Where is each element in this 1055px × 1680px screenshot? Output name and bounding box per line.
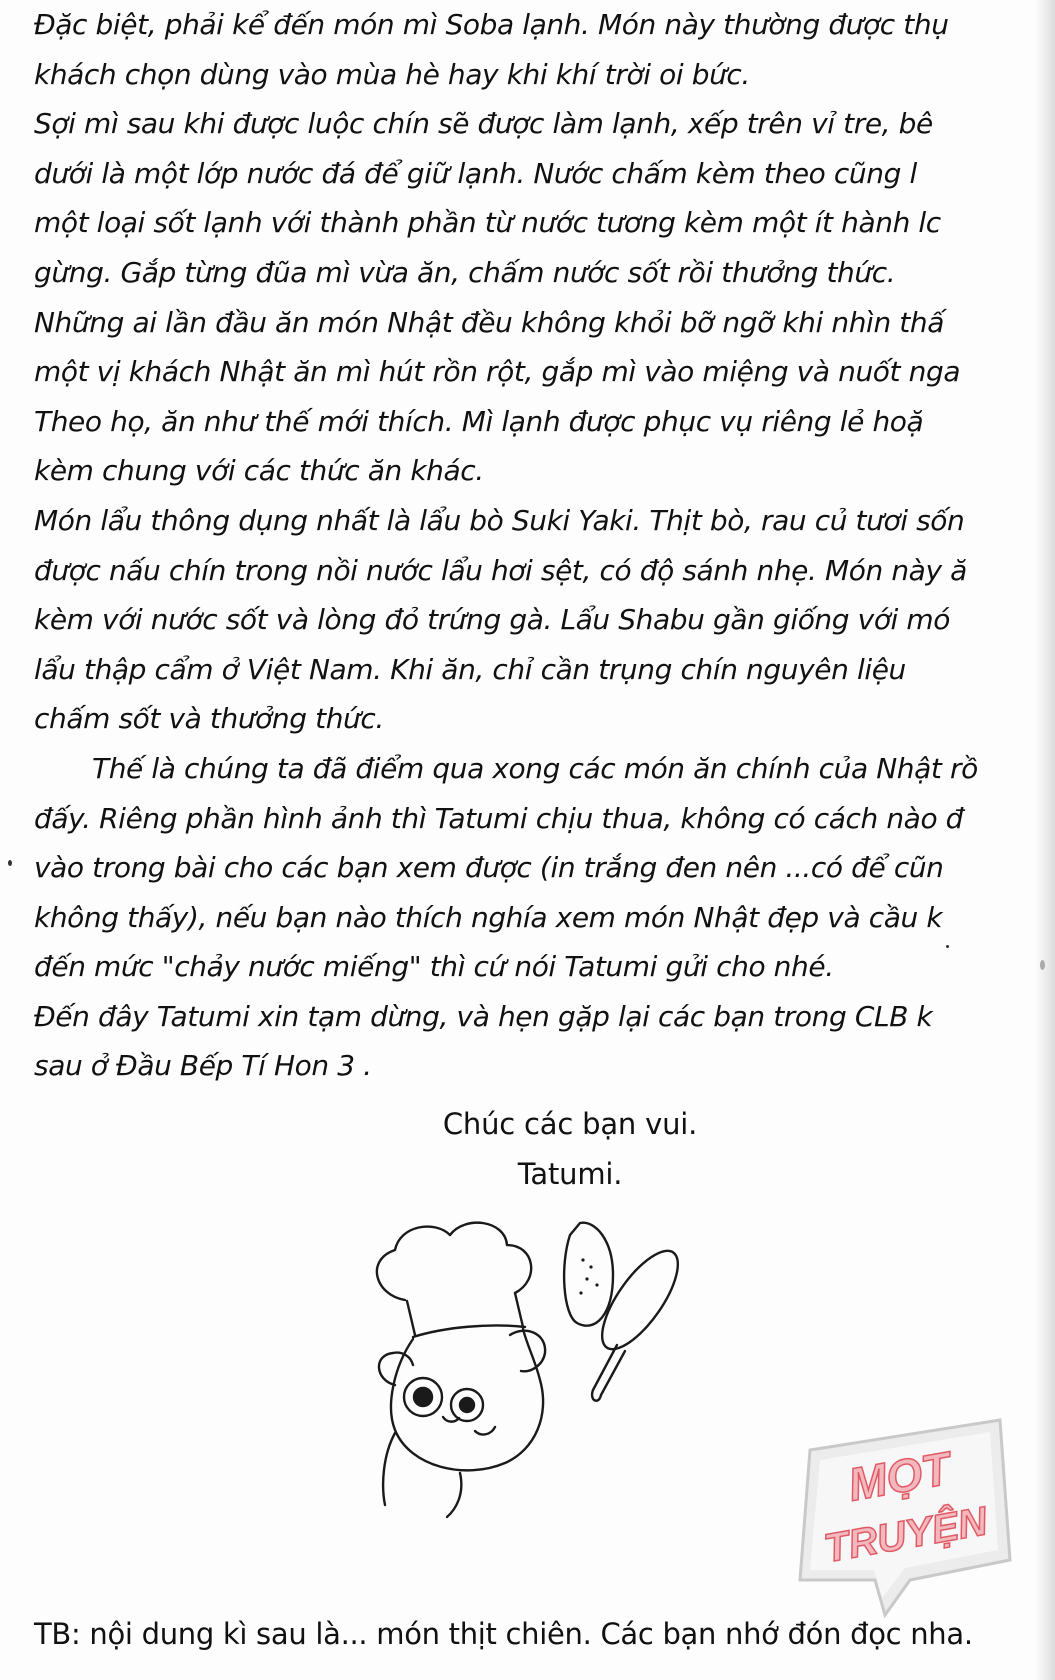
frying-pan-grip	[592, 1390, 601, 1401]
text-line: lẩu thập cẩm ở Việt Nam. Khi ăn, chỉ cần trụng chín nguyên liệu	[34, 652, 906, 686]
text-line: khách chọn dùng vào mùa hè hay khi khí trời oi bức.	[34, 57, 750, 91]
text-line: được nấu chín trong nồi nước lẩu hơi sệt, có độ sánh nhẹ. Món này ă	[34, 553, 967, 587]
text-line: dưới là một lớp nước đá để giữ lạnh. Nước chấm kèm theo cũng l	[34, 156, 917, 190]
chef-hat-band	[413, 1325, 525, 1337]
frying-pan	[589, 1240, 692, 1360]
signoff-author: Tatumi.	[517, 1157, 623, 1191]
text-line: gừng. Gắp từng đũa mì vừa ăn, chấm nước sốt rồi thưởng thức.	[34, 255, 896, 289]
text-line: Đến đây Tatumi xin tạm dừng, và hẹn gặp lại các bạn trong CLB k	[34, 999, 933, 1033]
bear-cheek	[475, 1427, 495, 1434]
text-line: sau ở Đầu Bếp Tí Hon 3 .	[34, 1049, 372, 1083]
chef-hat-top	[377, 1223, 531, 1300]
text-line: kèm với nước sốt và lòng đỏ trứng gà. Lẩu Shabu gần giống với mó	[34, 603, 951, 637]
bear-left-ear	[379, 1353, 413, 1385]
text-line: Thế là chúng ta đã điểm qua xong các món ăn chính của Nhật rồ	[92, 751, 978, 785]
watermark-word-2: TRUYỆN	[820, 1499, 991, 1572]
bear-body-line	[383, 1433, 395, 1505]
bear-right-ear	[510, 1331, 545, 1372]
bear-left-eye	[414, 1388, 432, 1406]
text-line: Theo họ, ăn như thế mới thích. Mì lạnh được phục vụ riêng lẻ hoặ	[34, 404, 924, 438]
bear-right-eye	[460, 1398, 474, 1412]
mot-truyen-watermark-logo	[790, 1410, 1020, 1620]
chef-hat-sides	[407, 1293, 523, 1335]
text-line: chấm sốt và thưởng thức.	[34, 702, 384, 736]
text-line: Những ai lần đầu ăn món Nhật đều không khỏi bỡ ngỡ khi nhìn thấ	[34, 305, 944, 339]
watermark-word-1: MỌT	[844, 1441, 955, 1511]
scan-speck	[8, 860, 12, 866]
bear-arm-line	[447, 1473, 461, 1517]
article-body	[34, 0, 1040, 1091]
text-line: không thấy), nếu bạn nào thích nghía xem món Nhật đẹp và cầu k	[34, 900, 943, 934]
text-line: kèm chung với các thức ăn khác.	[34, 454, 484, 488]
text-line: đấy. Riêng phần hình ảnh thì Tatumi chịu thua, không có cách nào đ	[34, 801, 964, 835]
signoff-greeting: Chúc các bạn vui.	[442, 1107, 698, 1141]
text-line: Sợi mì sau khi được luộc chín sẽ được làm lạnh, xếp trên vỉ tre, bê	[34, 107, 933, 141]
scan-speck	[1040, 960, 1045, 970]
scan-speck	[946, 945, 949, 948]
text-line: đến mức "chảy nước miếng" thì cứ nói Tatumi gửi cho nhé.	[34, 950, 834, 984]
frying-pan-handle	[593, 1345, 625, 1395]
footer-note: TB: nội dung kì sau là... món thịt chiên. Các bạn nhớ đón đọc nha.	[34, 1617, 973, 1651]
bread-slice	[564, 1223, 613, 1326]
chef-bear-drawing	[355, 1205, 695, 1535]
text-line: một vị khách Nhật ăn mì hút rồn rột, gắp mì vào miệng và nuốt nga	[34, 355, 961, 389]
text-line: một loại sốt lạnh với thành phần từ nước tương kèm một ít hành lc	[34, 206, 941, 240]
text-line: Món lẩu thông dụng nhất là lẩu bò Suki Yaki. Thịt bò, rau củ tươi sốn	[34, 503, 965, 537]
text-line: Đặc biệt, phải kể đến món mì Soba lạnh. Món này thường được thụ	[34, 8, 949, 41]
text-line: vào trong bài cho các bạn xem được (in trắng đen nên ...có để cũn	[34, 851, 944, 885]
